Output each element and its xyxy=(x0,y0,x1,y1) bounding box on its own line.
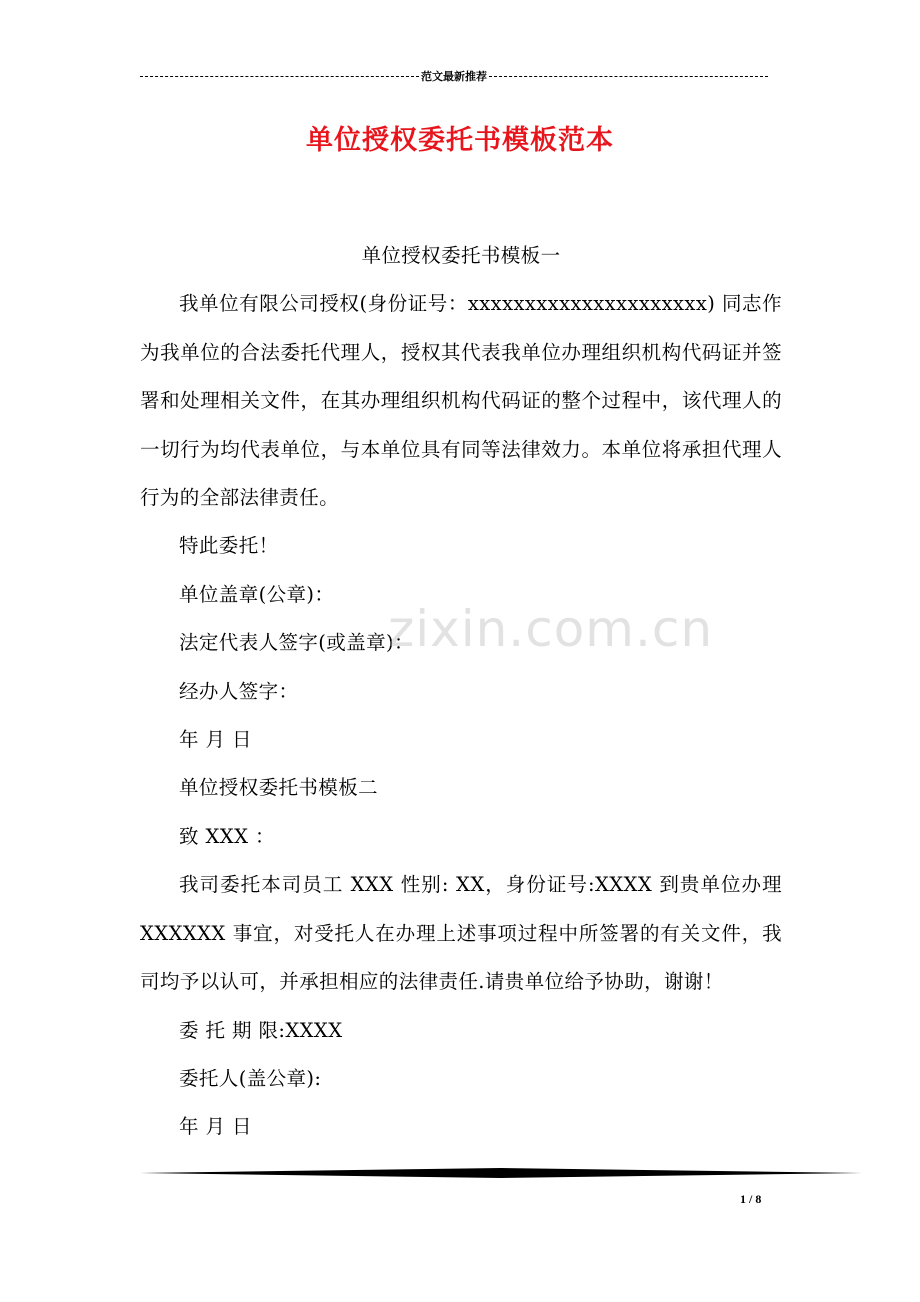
body-paragraph: 致 XXX ： xyxy=(179,824,275,848)
body-paragraph: 单位盖章(公章)： xyxy=(179,582,335,606)
body-paragraph: 委 托 期 限:XXXX xyxy=(179,1018,343,1042)
header-dashes-right xyxy=(489,76,768,77)
body-paragraph: 特此委托！ xyxy=(179,534,279,558)
body-paragraph: 委托人(盖公章): xyxy=(179,1066,322,1090)
header-label: 范文最新推荐 xyxy=(421,70,487,83)
watermark: zixin.com.cn xyxy=(388,600,714,658)
section-heading-1: 单位授权委托书模板一 xyxy=(361,244,561,267)
body-paragraph: 经办人签字： xyxy=(179,679,299,703)
date-line: 年 月 日 xyxy=(179,1115,252,1139)
body-paragraph: 我司委托本司员工 XXX 性别: XX，身份证号:XXXX 到贵单位办理 XXXXXX 事宜，对受托人在办理上述事项过程中所签署的有关文件，我司均予以认可，并承担相应的法律责任.请贵单位给予协助，谢谢！ xyxy=(140,873,782,994)
body-paragraph: 我单位有限公司授权(身份证号：xxxxxxxxxxxxxxxxxxxxx) 同志作为我单位的合法委托代理人，授权其代表我单位办理组织机构代码证并签署和处理相关文件，在其办理组织机构代码证的整个过程中，该代理人的一切行为均代表单位，与本单位具有同等法律效力。本单位将承担代理人行为的全部法律责任。 xyxy=(140,292,782,510)
footer-rule xyxy=(140,1166,862,1180)
body-paragraph: 法定代表人签字(或盖章)： xyxy=(179,631,414,655)
section-heading-2: 单位授权委托书模板二 xyxy=(179,776,379,800)
document-body xyxy=(140,232,782,1152)
header-dashes-left xyxy=(140,76,419,77)
document-title: 单位授权委托书模板范本 xyxy=(306,125,614,156)
page-header xyxy=(140,66,768,86)
date-line: 年 月 日 xyxy=(179,728,252,752)
page-number: 1 / 8 xyxy=(740,1192,762,1206)
